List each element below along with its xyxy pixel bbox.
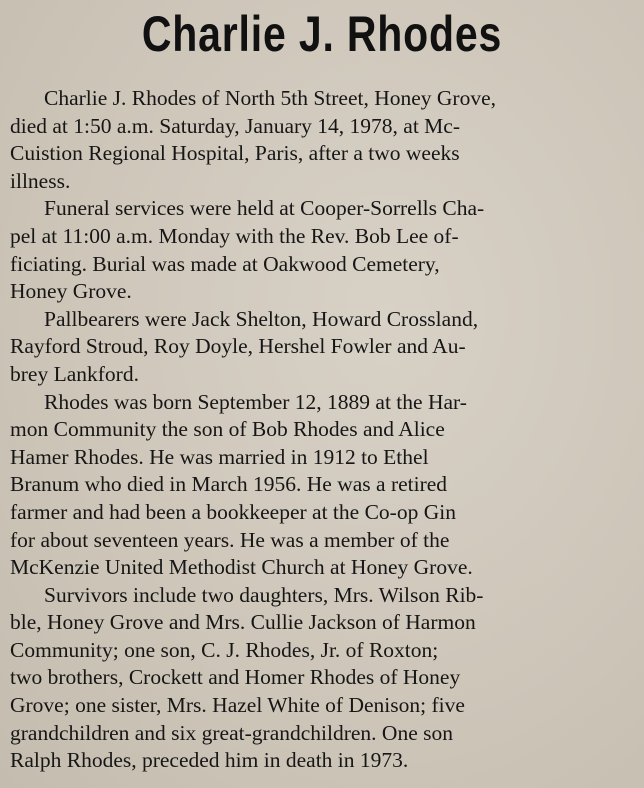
- text-line: Hamer Rhodes. He was married in 1912 to Ethel: [10, 444, 429, 469]
- text-line: Cuistion Regional Hospital, Paris, after a two weeks: [10, 141, 460, 166]
- text-line: Rhodes was born September 12, 1889 at the Har-: [44, 389, 467, 414]
- text-line: Ralph Rhodes, preceded him in death in 1973.: [10, 748, 409, 773]
- text-line: illness.: [10, 168, 71, 193]
- text-line: mon Community the son of Bob Rhodes and Alice: [10, 417, 445, 442]
- paragraph-funeral: [10, 195, 640, 305]
- text-line: Survivors include two daughters, Mrs. Wilson Rib-: [44, 582, 484, 607]
- paragraph-pallbearers: [10, 306, 640, 389]
- text-line: ble, Honey Grove and Mrs. Cullie Jackson of Harmon: [10, 610, 476, 635]
- text-line: Community; one son, C. J. Rhodes, Jr. of Roxton;: [10, 637, 439, 662]
- text-line: Branum who died in March 1956. He was a retired: [10, 472, 448, 497]
- text-line: brey Lankford.: [10, 361, 139, 386]
- text-line: two brothers, Crockett and Homer Rhodes of Honey: [10, 665, 461, 690]
- text-line: Honey Grove.: [10, 279, 132, 304]
- paragraph-biography: [10, 389, 640, 582]
- text-line: died at 1:50 a.m. Saturday, January 14, 1978, at Mc-: [10, 113, 460, 138]
- paragraph-death-notice: [10, 85, 640, 195]
- text-line: McKenzie United Methodist Church at Honey Grove.: [10, 555, 473, 580]
- text-line: for about seventeen years. He was a member of the: [10, 527, 450, 552]
- text-line: grandchildren and six great-grandchildren. One son: [10, 720, 453, 745]
- text-line: Grove; one sister, Mrs. Hazel White of Denison; five: [10, 693, 465, 718]
- text-line: Charlie J. Rhodes of North 5th Street, Honey Grove,: [44, 86, 497, 110]
- text-line: Pallbearers were Jack Shelton, Howard Crossland,: [44, 306, 479, 331]
- headline: Charlie J. Rhodes: [141, 6, 503, 62]
- obituary-body: [10, 85, 640, 775]
- text-line: pel at 11:00 a.m. Monday with the Rev. Bob Lee of-: [10, 223, 459, 248]
- text-line: ficiating. Burial was made at Oakwood Cemetery,: [10, 251, 440, 276]
- text-line: Funeral services were held at Cooper-Sorrells Cha-: [44, 196, 485, 221]
- text-line: Rayford Stroud, Roy Doyle, Hershel Fowler and Au-: [10, 334, 466, 359]
- text-line: farmer and had been a bookkeeper at the Co-op Gin: [10, 499, 456, 524]
- paragraph-survivors: [10, 582, 640, 775]
